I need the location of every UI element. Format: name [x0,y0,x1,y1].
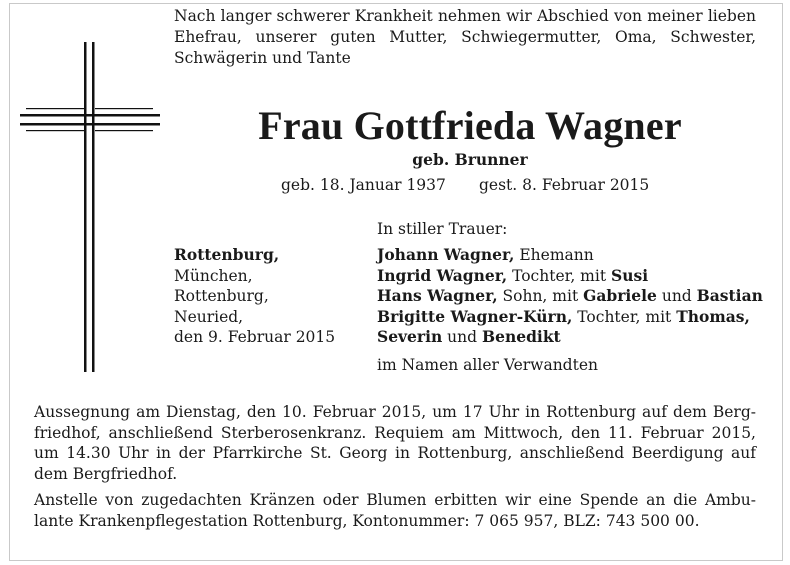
funeral-info: Aussegnung am Dienstag, den 10. Februar 2015, um 17 Uhr in Rottenburg auf dem Berg-friedhof, anschließend Sterberosenkranz. Requiem am Mittwoch, den 11. Februar 2015, um 14.30 Uhr in der Pfarrkirche St. Georg in Rottenburg, anschließend Beerdigung auf dem Bergfriedhof. [34,403,756,483]
place-item: München, [174,266,253,285]
deceased-name: Frau Gottfrieda Wagner [258,103,682,148]
place-item: Rottenburg, [174,245,280,264]
death-date: gest. 8. Februar 2015 [479,176,650,194]
place-item: Neuried, [174,307,244,326]
place-date: den 9. Februar 2015 [174,328,336,346]
mourner-list [377,245,763,348]
intro-text: Nach langer schwerer Krankheit nehmen wir Abschied von meiner lieben Ehefrau, unserer guten Mutter, Schwiegermutter, Oma, Schwester, Schwägerin und Tante [174,7,756,67]
mourner-item: Severin und Benedikt [377,327,561,346]
mourner-item: Hans Wagner, Sohn, mit Gabriele und Bastian [377,286,763,305]
maiden-name: geb. Brunner [412,150,528,169]
mourning-intro: In stiller Trauer: [377,220,508,238]
donation-info: Anstelle von zugedachten Kränzen oder Blumen erbitten wir eine Spende an die Ambu-lante Krankenpflegestation Rottenburg, Kontonummer: 7 065 957, BLZ: 743 500 00. [34,491,756,530]
cross-icon [20,42,160,372]
mourner-item: Ingrid Wagner, Tochter, mit Susi [377,265,649,285]
place-item: Rottenburg, [174,287,269,305]
birth-date: geb. 18. Januar 1937 [281,176,446,194]
place-list [174,245,335,348]
mourner-item: Brigitte Wagner-Kürn, Tochter, mit Thomas, [377,306,750,326]
closing-line: im Namen aller Verwandten [377,356,598,374]
mourner-item: Johann Wagner, Ehemann [377,245,594,264]
